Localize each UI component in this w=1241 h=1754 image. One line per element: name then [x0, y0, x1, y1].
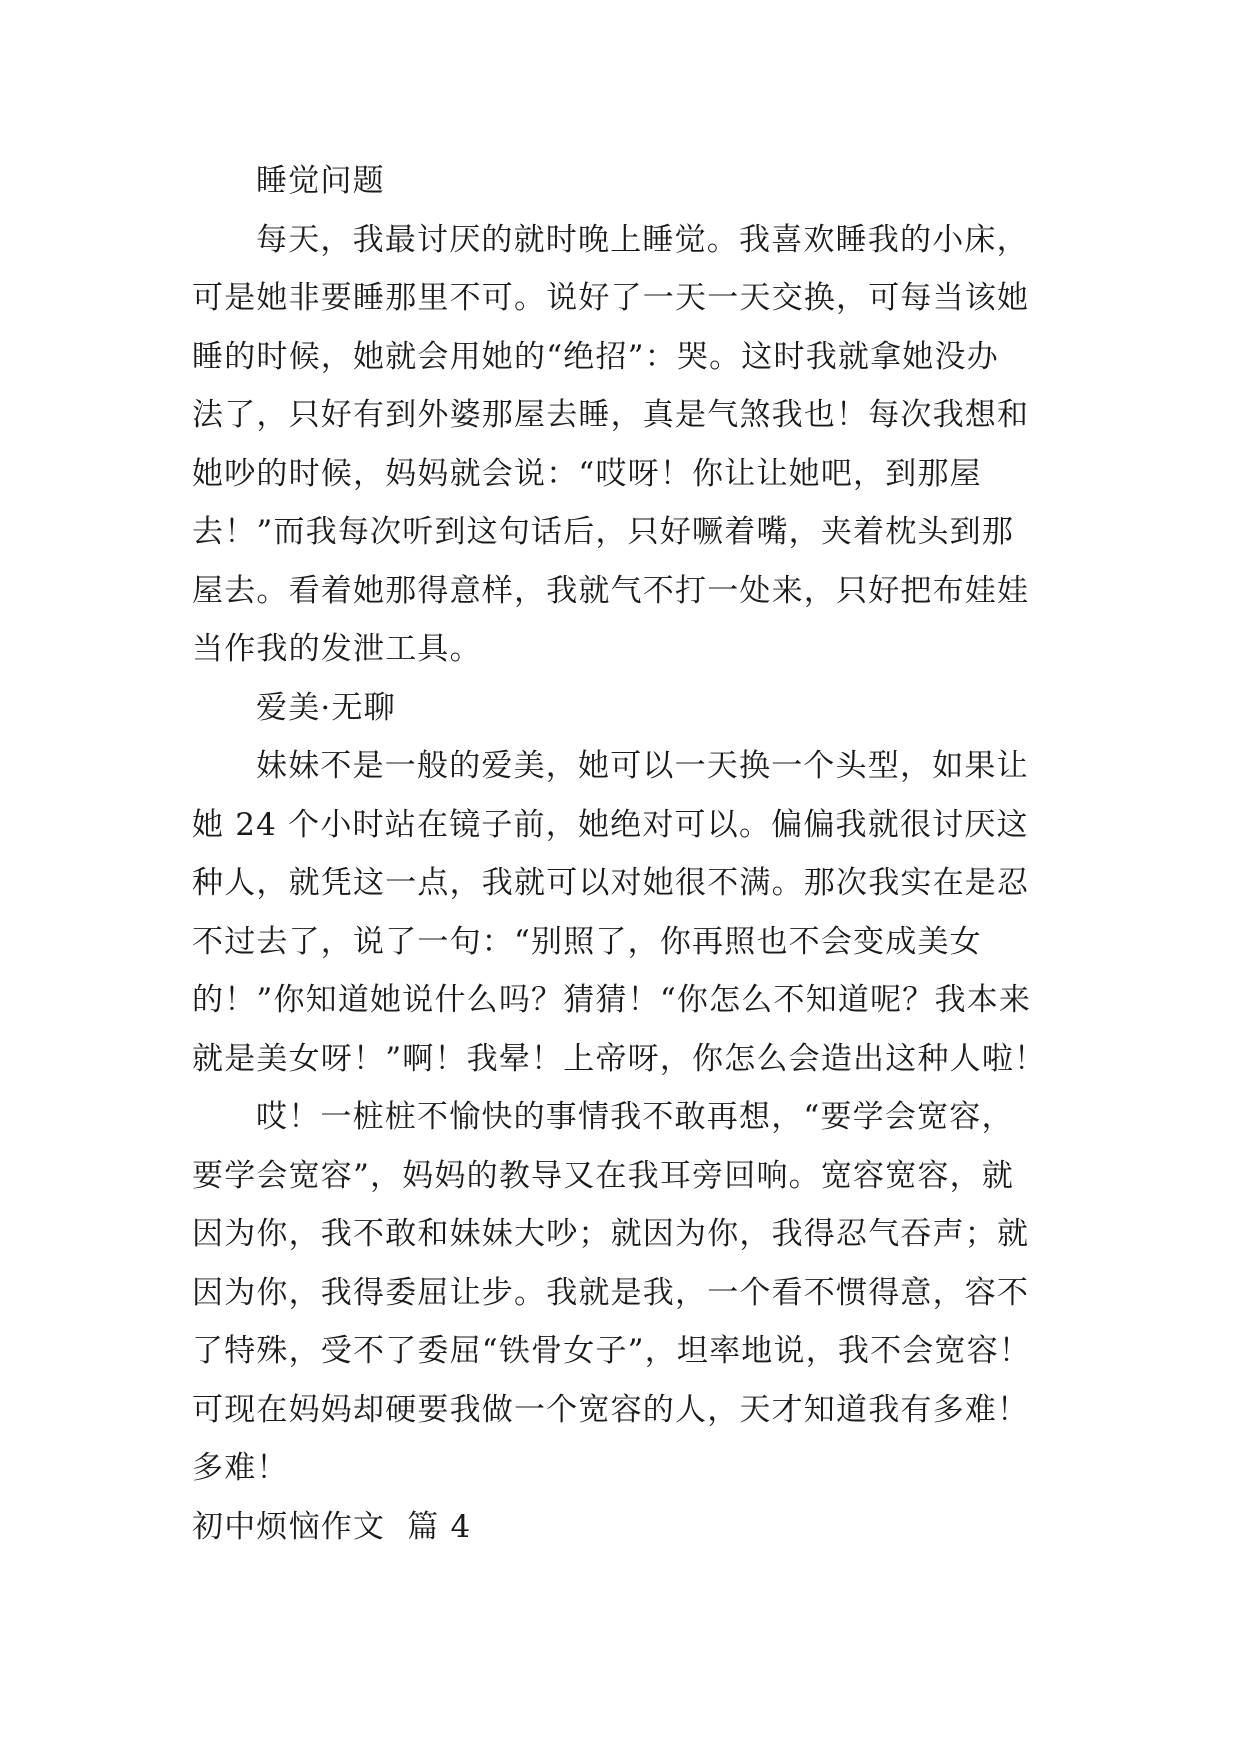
heading-beauty-boredom: 爱美·无聊 — [256, 689, 396, 726]
paragraph-line: 去！”而我每次听到这句话后，只好噘着嘴，夹着枕头到那 — [192, 514, 1015, 550]
paragraph-line: 她 24 个小时站在镜子前，她绝对可以。偏偏我就很讨厌这 — [192, 806, 1029, 843]
paragraph-tolerance — [192, 1088, 1052, 1498]
paragraph-line: 的！”你知道她说什么吗？猜猜！“你怎么不知道呢？我本来 — [192, 982, 1032, 1018]
paragraph-line: 睡的时候，她就会用她的“绝招”：哭。这时我就拿她没办 — [192, 338, 999, 375]
paragraph-line: 因为你，我不敢和妹妹大吵；就因为你，我得忍气吞声；就 — [192, 1216, 1030, 1252]
paragraph-line: 要学会宽容”，妈妈的教导又在我耳旁回响。宽容宽容，就 — [192, 1157, 1015, 1194]
paragraph-line: 不过去了，说了一句：“别照了，你再照也不会变成美女 — [192, 923, 982, 960]
section-title: 初中烦恼作文 篇 4 — [192, 1508, 472, 1545]
paragraph-line: 种人，就凭这一点，我就可以对她很不满。那次我实在是忍 — [192, 865, 1030, 901]
paragraph-line: 可现在妈妈却硬要我做一个宽容的人，天才知道我有多难！ — [192, 1391, 1030, 1428]
paragraph-line: 因为你，我得委屈让步。我就是我，一个看不惯得意，容不 — [192, 1274, 1030, 1311]
paragraph-beauty — [192, 737, 1052, 1088]
paragraph-line: 了特殊，受不了委屈“铁骨女子”，坦率地说，我不会宽容！ — [192, 1333, 1032, 1369]
paragraph-line: 妹妹不是一般的爱美，她可以一天换一个头型，如果让 — [256, 748, 1029, 784]
paragraph-line: 可是她非要睡那里不可。说好了一天一天交换，可每当该她 — [192, 280, 1030, 316]
paragraph-line: 哎！一桩桩不愉快的事情我不敢再想，“要学会宽容， — [256, 1099, 1014, 1135]
paragraph-line: 就是美女呀！”啊！我晕！上帝呀，你怎么会造出这种人啦！ — [192, 1040, 1047, 1077]
paragraph-line: 她吵的时候，妈妈就会说：“哎呀！你让让她吧，到那屋 — [192, 455, 982, 492]
paragraph-line: 法了，只好有到外婆那屋去睡，真是气煞我也！每次我想和 — [192, 397, 1030, 433]
paragraph-line: 当作我的发泄工具。 — [192, 631, 482, 667]
paragraph-line: 屋去。看着她那得意样，我就气不打一处来，只好把布娃娃 — [192, 572, 1030, 609]
heading-sleep-problem: 睡觉问题 — [256, 163, 385, 199]
paragraph-line: 每天，我最讨厌的就时晚上睡觉。我喜欢睡我的小床， — [256, 221, 1029, 258]
paragraph-line: 多难！ — [192, 1450, 289, 1486]
document-body — [192, 152, 1052, 1556]
paragraph-sleep — [192, 211, 1052, 679]
